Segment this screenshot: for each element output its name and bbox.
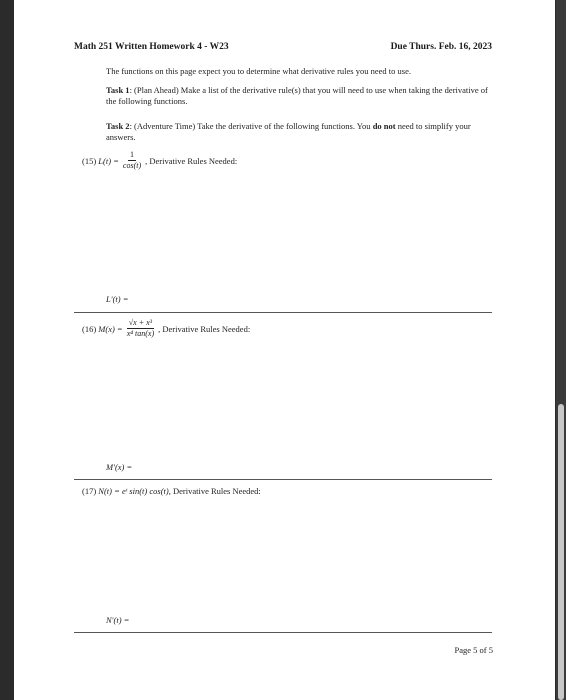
intro-text: The functions on this page expect you to determine what derivative rules you need to use. bbox=[106, 66, 411, 76]
rules-needed-label: , Derivative Rules Needed: bbox=[158, 323, 251, 334]
task-1-text: : (Plan Ahead) Make a list of the derivative rule(s) that you will need to use when taking the derivative of the following functions. bbox=[106, 85, 488, 106]
divider bbox=[74, 312, 492, 313]
function-definition: M(x) = bbox=[98, 323, 123, 334]
fraction bbox=[125, 318, 156, 339]
task-1-label: Task 1 bbox=[106, 85, 130, 95]
task-2-text-end: need to simplify your answers. bbox=[106, 121, 471, 142]
rules-needed-label: , Derivative Rules Needed: bbox=[145, 155, 238, 166]
fraction bbox=[121, 150, 143, 171]
task-2-emphasis: do not bbox=[372, 121, 396, 131]
denominator: cos(t) bbox=[122, 161, 142, 170]
problem-number: (15) bbox=[82, 155, 97, 166]
problem-number: (16) bbox=[82, 323, 97, 334]
answer-label-16: M′(x) = bbox=[106, 462, 133, 472]
task-2-text: : (Adventure Time) Take the derivative of the following functions. You bbox=[129, 121, 373, 131]
problem-15 bbox=[82, 150, 237, 171]
document-page bbox=[14, 0, 555, 700]
divider bbox=[74, 479, 492, 480]
due-date: Due Thurs. Feb. 16, 2023 bbox=[390, 42, 492, 52]
numerator: √x + x³ bbox=[128, 318, 153, 327]
divider bbox=[74, 632, 492, 633]
numerator: 1 bbox=[130, 150, 135, 159]
scrollbar[interactable] bbox=[556, 0, 566, 700]
problem-17 bbox=[82, 486, 261, 496]
answer-label-17: N′(t) = bbox=[106, 615, 130, 625]
problem-number: (17) bbox=[82, 486, 97, 496]
course-title: Math 251 Written Homework 4 - W23 bbox=[74, 42, 229, 52]
page-number: Page 5 of 5 bbox=[454, 645, 493, 655]
function-definition: L(t) = bbox=[98, 155, 119, 166]
denominator: x⁴ tan(x) bbox=[126, 329, 155, 338]
task-2 bbox=[106, 121, 500, 143]
problem-16 bbox=[82, 318, 250, 339]
function-definition: N(t) = eᵗ sin(t) cos(t) bbox=[98, 486, 169, 496]
answer-label-15: L′(t) = bbox=[106, 294, 129, 304]
task-2-label: Task 2 bbox=[106, 121, 130, 131]
scrollbar-thumb[interactable] bbox=[558, 404, 564, 700]
task-1 bbox=[106, 85, 500, 107]
rules-needed-label: , Derivative Rules Needed: bbox=[168, 486, 261, 496]
